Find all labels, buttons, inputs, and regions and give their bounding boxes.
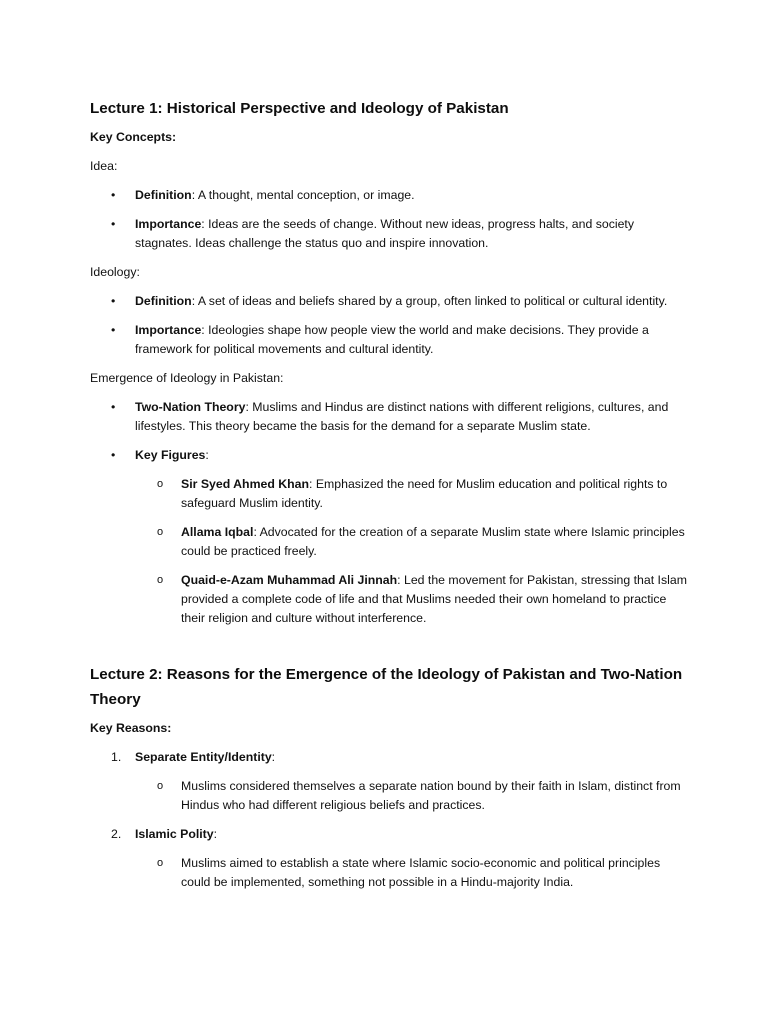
list-item: • Definition: A set of ideas and beliefs shared by a group, often linked to political or cultural identity. <box>90 292 690 311</box>
list-item: • Two-Nation Theory: Muslims and Hindus are distinct nations with different religions, cultures, and lifestyles. This theory became the basis for the demand for a separate Muslim state. <box>111 400 669 433</box>
sub-bullet-marker: o <box>157 780 164 792</box>
number-marker: 2. <box>111 827 122 841</box>
bullet-marker: • <box>111 294 116 308</box>
bullet-marker: • <box>111 400 116 414</box>
sub-list-item: o Sir Syed Ahmed Khan: Emphasized the need for Muslim education and political rights to safeguard Muslim identity. <box>157 477 668 510</box>
key-concepts-label: Key Concepts: <box>90 130 177 144</box>
numbered-item: 1. Separate Entity/Identity: <box>90 748 690 767</box>
sub-list-item: o Muslims aimed to establish a state where Islamic socio-economic and political principles could be implemented, something not possible in a Hindu-majority India. <box>157 856 661 889</box>
list-item: • Importance: Ideas are the seeds of change. Without new ideas, progress halts, and society stagnates. Ideas challenge the status quo and inspire innovation. <box>111 217 634 250</box>
list-item: • Importance: Ideologies shape how people view the world and make decisions. They provide a framework for political movements and cultural identity. <box>111 323 649 356</box>
document-page <box>90 96 690 892</box>
sub-bullet-marker: o <box>157 526 164 538</box>
sub-list-item: o Allama Iqbal: Advocated for the creation of a separate Muslim state where Islamic principles could be practiced freely. <box>157 525 685 558</box>
bullet-marker: • <box>111 217 116 231</box>
lecture2-title: Lecture 2: Reasons for the Emergence of the Ideology of Pakistan and Two-Nation Theory <box>90 666 683 708</box>
ideology-heading: Ideology: <box>90 265 140 279</box>
sub-bullet-marker: o <box>157 574 164 586</box>
bullet-marker: • <box>111 323 116 337</box>
bullet-marker: • <box>111 448 116 462</box>
bullet-marker: • <box>111 188 116 202</box>
emergence-heading: Emergence of Ideology in Pakistan: <box>90 371 284 385</box>
idea-heading: Idea: <box>90 159 118 173</box>
list-item: • Key Figures: <box>90 446 690 465</box>
sub-bullet-marker: o <box>157 857 164 869</box>
list-item: • Definition: A thought, mental conception, or image. <box>90 186 690 205</box>
key-reasons-label: Key Reasons: <box>90 721 172 735</box>
sub-list-item: o Muslims considered themselves a separate nation bound by their faith in Islam, distinct from Hindus who had different religious beliefs and practices. <box>157 779 681 812</box>
lecture1-title: Lecture 1: Historical Perspective and Ideology of Pakistan <box>90 100 509 117</box>
numbered-item: 2. Islamic Polity: <box>90 825 690 844</box>
sub-bullet-marker: o <box>157 478 164 490</box>
sub-list-item: o Quaid-e-Azam Muhammad Ali Jinnah: Led the movement for Pakistan, stressing that Islam provided a complete code of life and that Muslims needed their own homeland to practice their religion and culture without interference. <box>157 573 687 625</box>
number-marker: 1. <box>111 750 122 764</box>
